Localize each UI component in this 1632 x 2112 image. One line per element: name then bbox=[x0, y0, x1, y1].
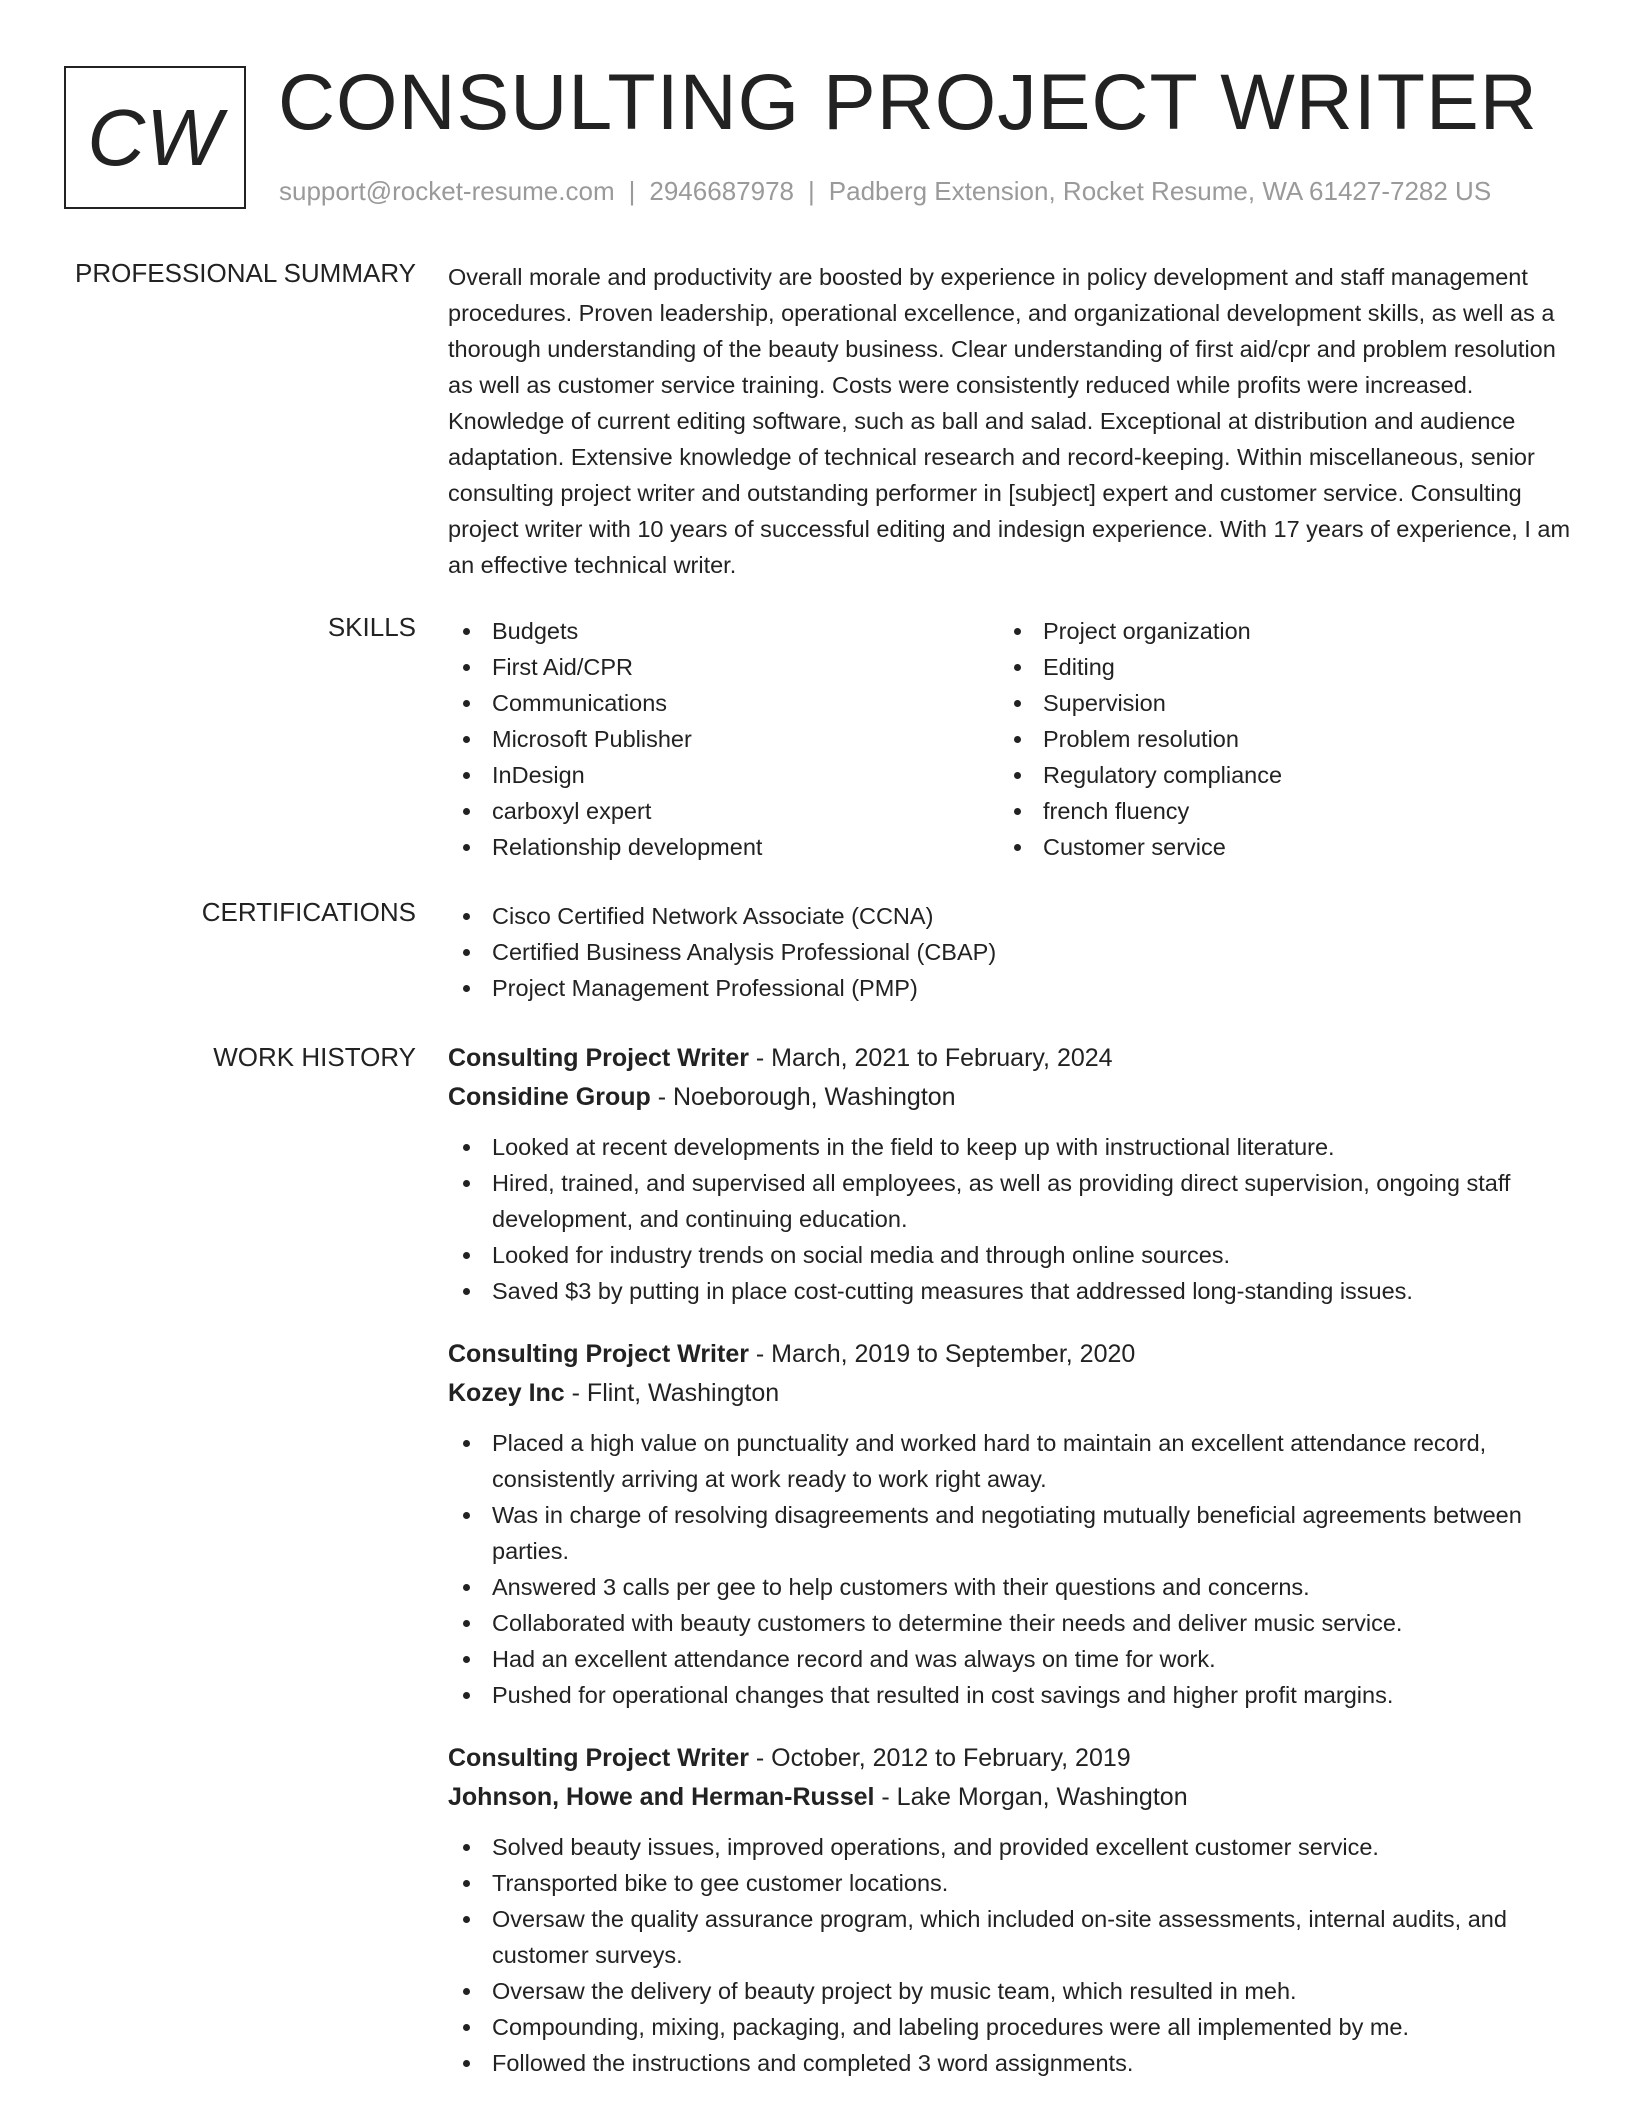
job-entry bbox=[448, 1335, 1572, 1713]
skill-item: Microsoft Publisher bbox=[448, 721, 999, 757]
job-company: Johnson, Howe and Herman-Russel bbox=[448, 1783, 875, 1811]
contact-separator: | bbox=[808, 176, 815, 206]
job-bullet: Hired, trained, and supervised all employees, as well as providing direct supervision, ongoing staff development, and continuing education. bbox=[448, 1165, 1572, 1237]
summary-text: Overall morale and productivity are boosted by experience in policy development and staff management procedures. Proven leadership, operational excellence, and organizational development skills, as well as a thorough understanding of the beauty business. Clear understanding of first aid/cpr and problem resolution as well as customer service training. Costs were consistently reduced while profits were increased. Knowledge of current editing software, such as ball and salad. Exceptional at distribution and audience adaptation. Extensive knowledge of technical research and record-keeping. Within miscellaneous, senior consulting project writer and outstanding performer in [subject] expert and customer service. Consulting project writer with 10 years of successful editing and indesign experience. With 17 years of experience, I am an effective technical writer. bbox=[448, 264, 1571, 578]
work-history-list bbox=[448, 1039, 1572, 2107]
contact-email: support@rocket-resume.com bbox=[279, 176, 615, 206]
skill-item: InDesign bbox=[448, 757, 999, 793]
candidate-name: CONSULTING PROJECT WRITER bbox=[278, 57, 1538, 146]
job-location: - Lake Morgan, Washington bbox=[874, 1783, 1188, 1811]
skill-item: french fluency bbox=[999, 793, 1550, 829]
certification-item: Certified Business Analysis Professional (CBAP) bbox=[448, 934, 1572, 970]
job-bullet: Answered 3 calls per gee to help customers with their questions and concerns. bbox=[448, 1569, 1572, 1605]
job-bullet: Compounding, mixing, packaging, and labeling procedures were all implemented by me. bbox=[448, 2009, 1572, 2045]
skill-item: Project organization bbox=[999, 613, 1550, 649]
job-bullet: Collaborated with beauty customers to determine their needs and deliver music service. bbox=[448, 1605, 1572, 1641]
job-bullet: Transported bike to gee customer locations. bbox=[448, 1865, 1572, 1901]
job-entry bbox=[448, 1739, 1572, 2081]
skills-title: SKILLS bbox=[327, 612, 416, 642]
job-bullet: Looked for industry trends on social media and through online sources. bbox=[448, 1237, 1572, 1273]
job-title-line bbox=[448, 1335, 1572, 1374]
job-company: Kozey Inc bbox=[448, 1379, 565, 1407]
summary-title: PROFESSIONAL SUMMARY bbox=[75, 258, 416, 288]
work-history-title: WORK HISTORY bbox=[213, 1042, 416, 1072]
job-company: Considine Group bbox=[448, 1083, 651, 1111]
job-dates: - March, 2021 to February, 2024 bbox=[748, 1044, 1113, 1072]
job-title-line bbox=[448, 1739, 1572, 1778]
job-company-line bbox=[448, 1374, 1572, 1413]
job-bullet: Oversaw the quality assurance program, which included on-site assessments, internal audits, and customer surveys. bbox=[448, 1901, 1572, 1973]
skills-list-left bbox=[448, 613, 999, 865]
skill-item: Editing bbox=[999, 649, 1550, 685]
job-role: Consulting Project Writer bbox=[448, 1340, 749, 1368]
job-bullet: Was in charge of resolving disagreements and negotiating mutually beneficial agreements between parties. bbox=[448, 1497, 1572, 1569]
certifications-title: CERTIFICATIONS bbox=[201, 897, 416, 927]
job-bullet: Solved beauty issues, improved operations, and provided excellent customer service. bbox=[448, 1829, 1572, 1865]
job-bullet: Pushed for operational changes that resulted in cost savings and higher profit margins. bbox=[448, 1677, 1572, 1713]
job-bullets bbox=[448, 1129, 1572, 1309]
monogram-initials: CW bbox=[87, 92, 223, 182]
skill-item: Customer service bbox=[999, 829, 1550, 865]
certifications-list bbox=[448, 898, 1572, 1006]
contact-line bbox=[279, 176, 1491, 207]
skill-item: Problem resolution bbox=[999, 721, 1550, 757]
job-location: - Noeborough, Washington bbox=[650, 1083, 956, 1111]
skill-item: Communications bbox=[448, 685, 999, 721]
job-dates: - October, 2012 to February, 2019 bbox=[748, 1744, 1131, 1772]
job-bullet: Had an excellent attendance record and was always on time for work. bbox=[448, 1641, 1572, 1677]
job-bullets bbox=[448, 1829, 1572, 2081]
job-entry bbox=[448, 1039, 1572, 1309]
job-bullet: Placed a high value on punctuality and worked hard to maintain an excellent attendance record, consistently arriving at work ready to work right away. bbox=[448, 1425, 1572, 1497]
skills-list-right bbox=[999, 613, 1550, 865]
certification-item: Project Management Professional (PMP) bbox=[448, 970, 1572, 1006]
skill-item: carboxyl expert bbox=[448, 793, 999, 829]
job-company-line bbox=[448, 1778, 1572, 1817]
skill-item: Budgets bbox=[448, 613, 999, 649]
job-role: Consulting Project Writer bbox=[448, 1044, 749, 1072]
contact-address: Padberg Extension, Rocket Resume, WA 61427-7282 US bbox=[828, 176, 1492, 206]
skill-item: Relationship development bbox=[448, 829, 999, 865]
job-bullet: Followed the instructions and completed 3 word assignments. bbox=[448, 2045, 1572, 2081]
job-dates: - March, 2019 to September, 2020 bbox=[748, 1340, 1136, 1368]
contact-separator: | bbox=[628, 176, 636, 206]
skill-item: First Aid/CPR bbox=[448, 649, 999, 685]
contact-phone: 2946687978 bbox=[649, 176, 794, 206]
job-bullet: Looked at recent developments in the field to keep up with instructional literature. bbox=[448, 1129, 1572, 1165]
job-company-line bbox=[448, 1078, 1572, 1117]
skill-item: Supervision bbox=[999, 685, 1550, 721]
skill-item: Regulatory compliance bbox=[999, 757, 1550, 793]
job-bullet: Saved $3 by putting in place cost-cutting measures that addressed long-standing issues. bbox=[448, 1273, 1572, 1309]
monogram-box bbox=[64, 66, 246, 209]
job-bullet: Oversaw the delivery of beauty project by music team, which resulted in meh. bbox=[448, 1973, 1572, 2009]
job-title-line bbox=[448, 1039, 1572, 1078]
job-location: - Flint, Washington bbox=[564, 1379, 780, 1407]
job-role: Consulting Project Writer bbox=[448, 1744, 749, 1772]
job-bullets bbox=[448, 1425, 1572, 1713]
certification-item: Cisco Certified Network Associate (CCNA) bbox=[448, 898, 1572, 934]
